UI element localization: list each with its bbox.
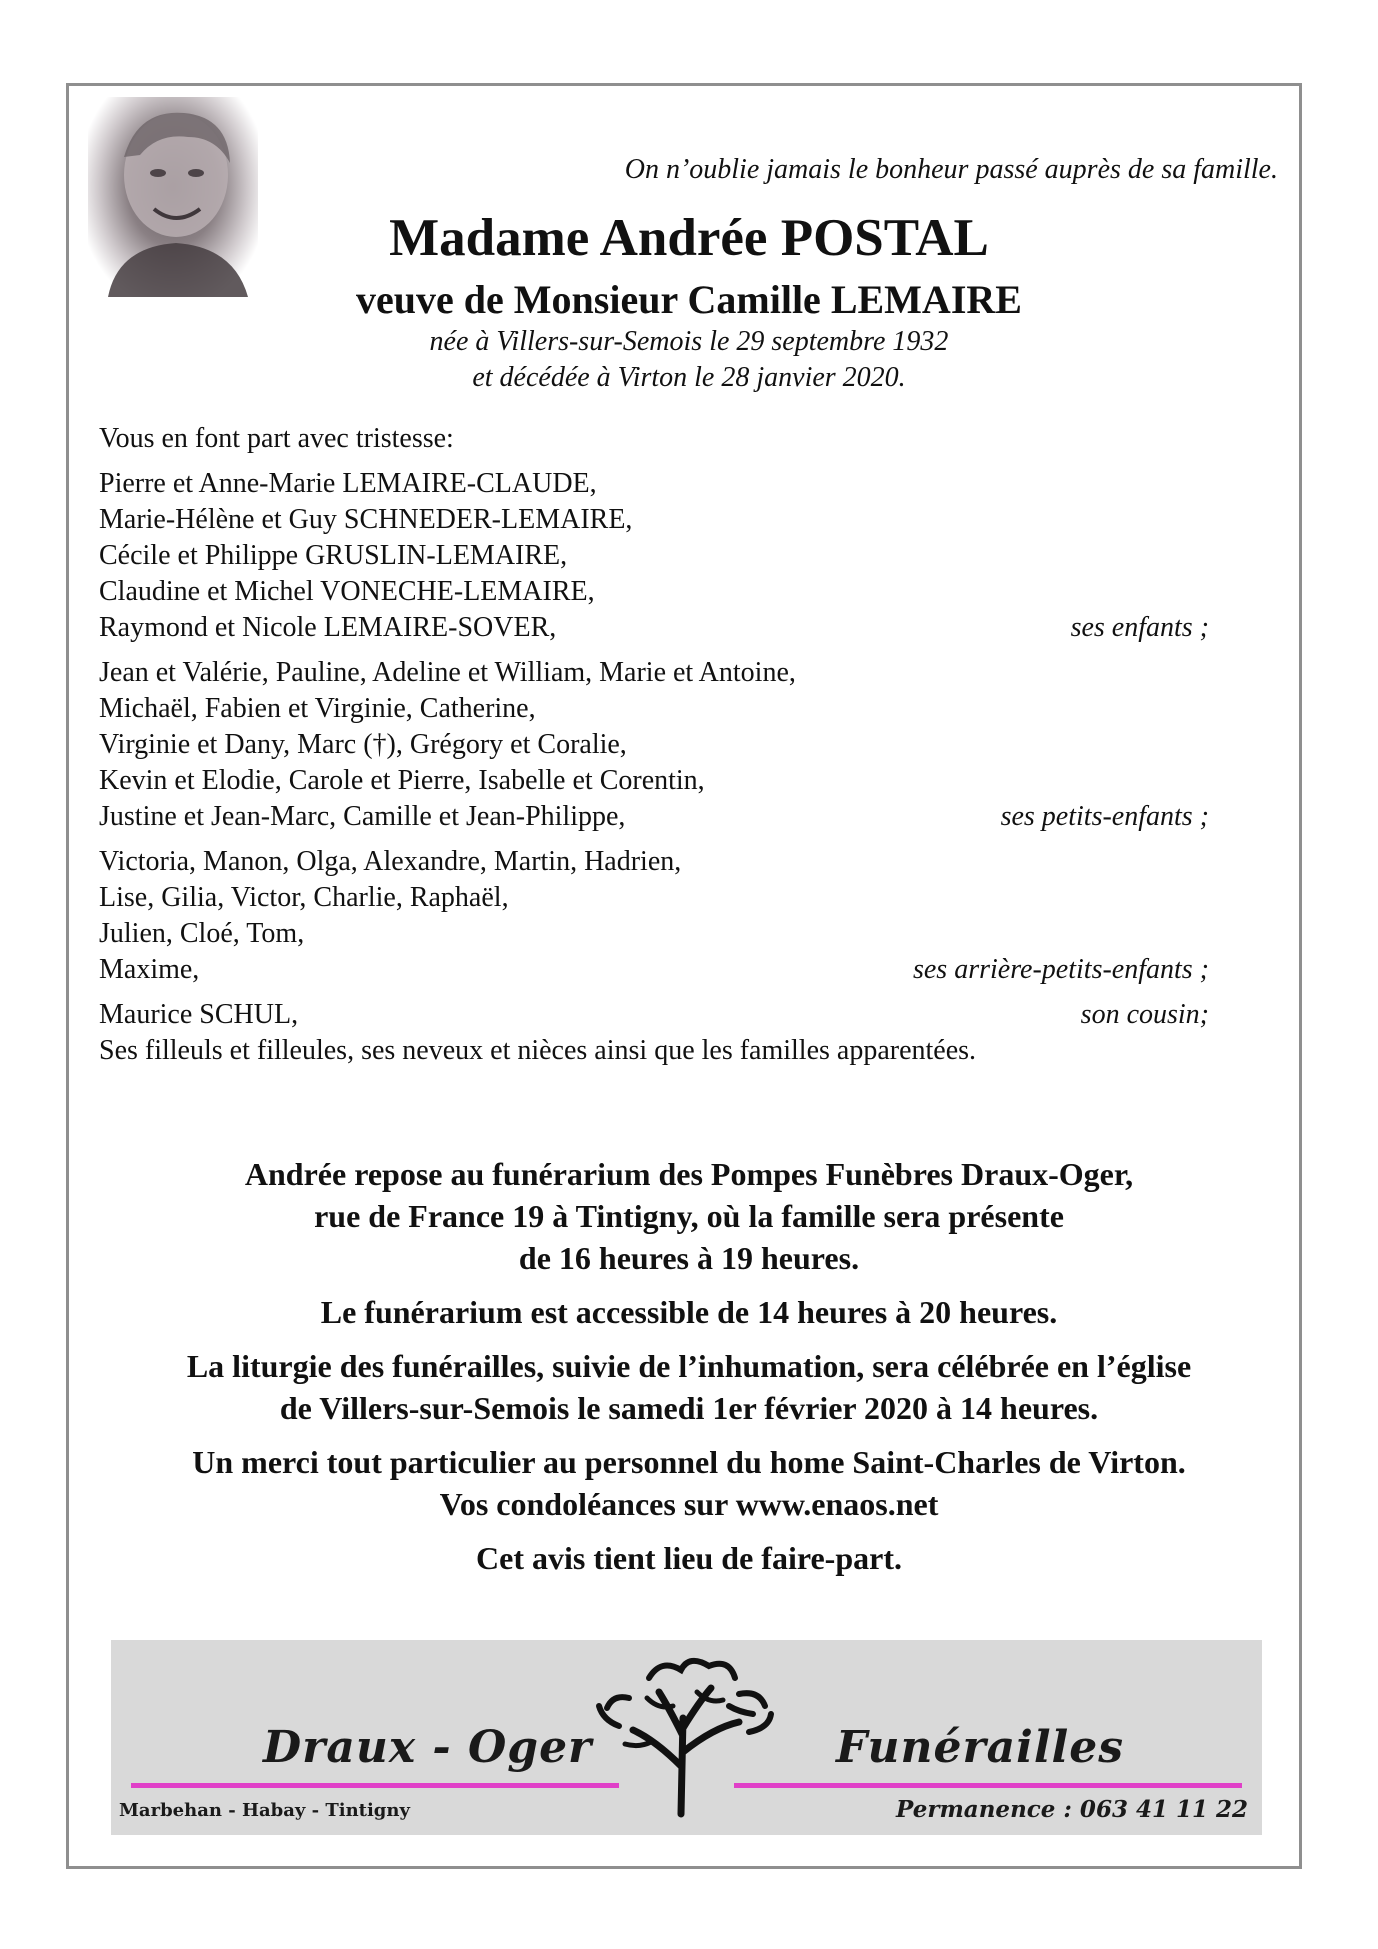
family-line: Michaël, Fabien et Virginie, Catherine, [99,693,536,724]
family-line [99,799,1209,835]
family-line: Lise, Gilia, Victor, Charlie, Raphaël, [99,882,509,913]
grandchildren-group [99,655,1209,835]
birth-line: née à Villers-sur-Semois le 29 septembre 1932 [429,326,949,357]
family-line: Claudine et Michel VONECHE-LEMAIRE, [99,576,595,607]
liturgy-line: de Villers-sur-Semois le samedi 1er février 2020 à 14 heures. [279,1390,1099,1426]
funeral-home-banner [111,1640,1262,1835]
cousin-name: Maurice SCHUL, [99,999,299,1030]
notice-line: Cet avis tient lieu de faire-part. [476,1540,902,1576]
cousin-line [99,997,1209,1033]
family-line: Victoria, Manon, Olga, Alexandre, Martin, Hadrien, [99,846,682,877]
family-line-text: Justine et Jean-Marc, Camille et Jean-Philippe, [99,801,626,832]
family-line [99,610,1209,646]
accent-rule-right [734,1783,1242,1788]
children-role: ses enfants ; [1070,612,1209,643]
thanks-line: Un merci tout particulier au personnel du home Saint-Charles de Virton. [192,1444,1186,1480]
family-line-text: Maxime, [99,954,200,985]
family-line: Kevin et Elodie, Carole et Pierre, Isabelle et Corentin, [99,765,705,796]
death-line: et décédée à Virton le 28 janvier 2020. [472,362,906,393]
towns-line: Marbehan - Habay - Tintigny [119,1800,410,1821]
announcements [80,1153,1298,1579]
others-line: Ses filleuls et filleules, ses neveux et nièces ainsi que les familles apparentées. [99,1035,977,1066]
accent-rule-left [131,1783,619,1788]
repose-line: rue de France 19 à Tintigny, où la famille sera présente [314,1198,1064,1234]
cousin-role: son cousin; [1080,999,1209,1030]
condolences-line: Vos condoléances sur www.enaos.net [439,1486,939,1522]
repose-line: Andrée repose au funérarium des Pompes Funèbres Draux-Oger, [244,1156,1134,1192]
family-line [99,952,1209,988]
family-line: Pierre et Anne-Marie LEMAIRE-CLAUDE, [99,468,597,499]
tree-logo-icon [589,1648,779,1818]
liturgy-line: La liturgie des funérailles, suivie de l’inhumation, sera célébrée en l’église [186,1348,1192,1384]
permanence-phone: Permanence : 063 41 11 22 [896,1796,1248,1823]
family-line: Virginie et Dany, Marc (†), Grégory et Coralie, [99,729,627,760]
family-line-text: Raymond et Nicole LEMAIRE-SOVER, [99,612,557,643]
brand-name: Draux - Oger [263,1722,593,1773]
access-line: Le funérarium est accessible de 14 heures à 20 heures. [320,1294,1058,1330]
brand-tagline: Funérailles [836,1722,1125,1773]
repose-line: de 16 heures à 19 heures. [518,1240,860,1276]
widow-line: veuve de Monsieur Camille LEMAIRE [356,277,1022,322]
intro-line: Vous en font part avec tristesse: [99,423,454,454]
family-line: Cécile et Philippe GRUSLIN-LEMAIRE, [99,540,568,571]
deceased-name: Madame Andrée POSTAL [389,209,989,267]
family-section [99,421,1209,1069]
great-grandchildren-role: ses arrière-petits-enfants ; [912,954,1209,985]
grandchildren-role: ses petits-enfants ; [1000,801,1209,832]
family-line: Julien, Cloé, Tom, [99,918,305,949]
great-grandchildren-group [99,844,1209,988]
family-line: Marie-Hélène et Guy SCHNEDER-LEMAIRE, [99,504,633,535]
children-group [99,466,1209,646]
epigraph: On n’oublie jamais le bonheur passé auprès de sa famille. [624,154,1278,185]
family-line: Jean et Valérie, Pauline, Adeline et William, Marie et Antoine, [99,657,796,688]
